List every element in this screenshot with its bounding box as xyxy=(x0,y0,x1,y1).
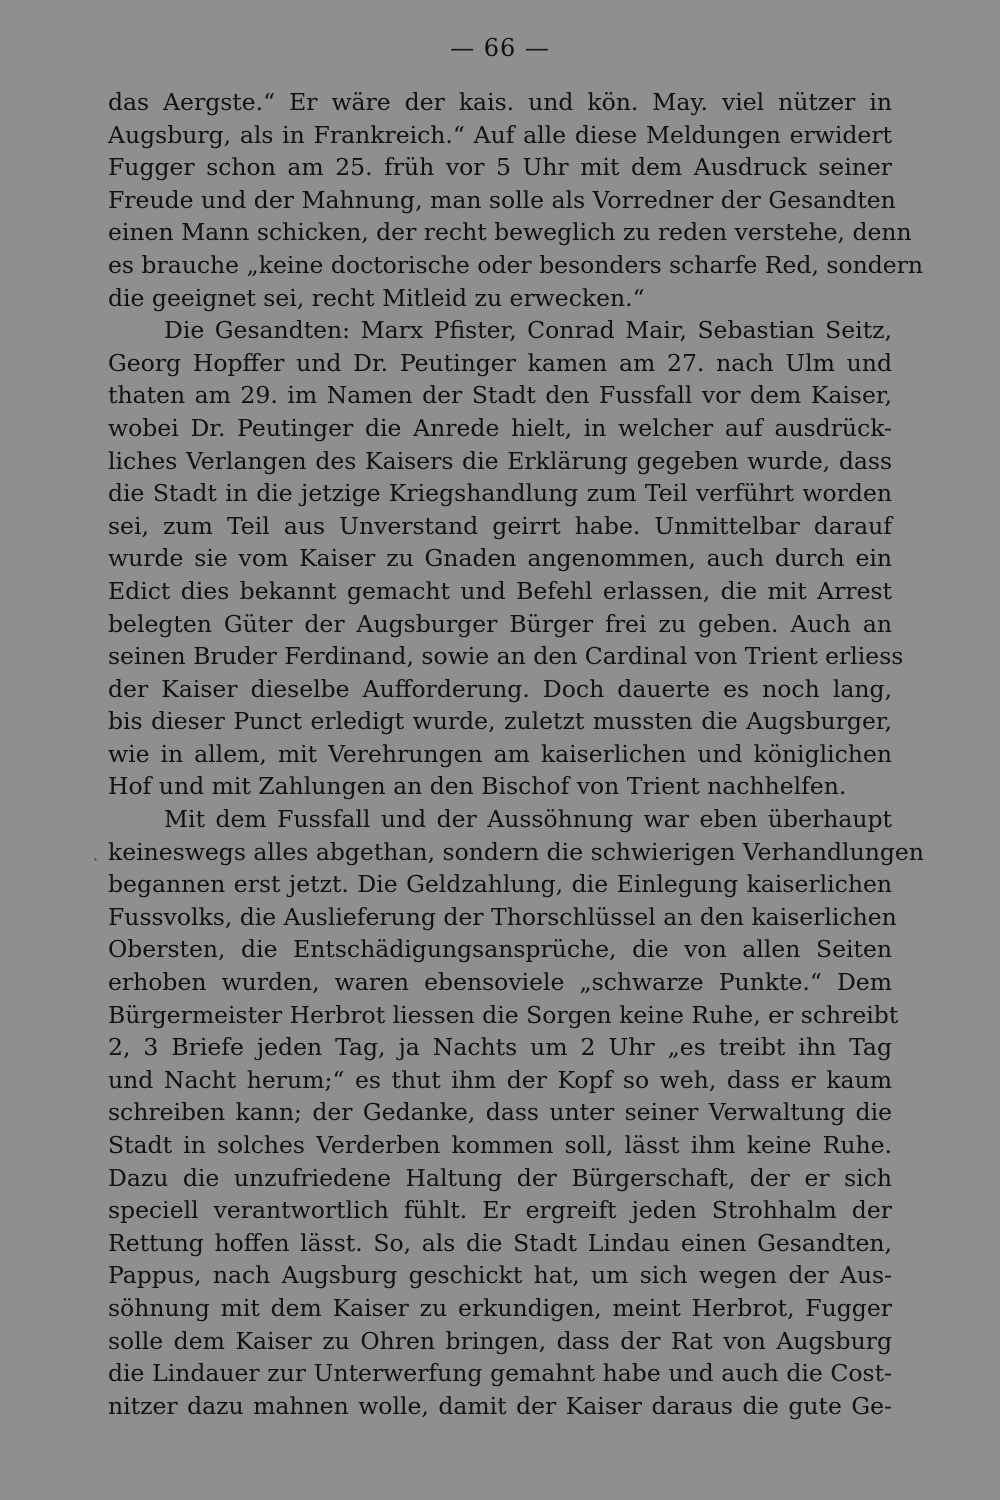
text-line: das Aergste.“ Er wäre der kais. und kön. May. viel nützer in xyxy=(108,88,892,116)
text-line: begannen erst jetzt. Die Geldzahlung, die Einlegung kaiserlichen xyxy=(108,870,892,899)
text-line: Georg Hopffer und Dr. Peutinger kamen am 27. nach Ulm und xyxy=(108,348,892,377)
text-line: Pappus, nach Augsburg geschickt hat, um sich wegen der Aus- xyxy=(108,1261,892,1290)
text-line: solle dem Kaiser zu Ohren bringen, dass der Rat von Augsburg xyxy=(108,1326,892,1355)
text-line: die Stadt in die jetzige Kriegshandlung zum Teil verführt worden xyxy=(108,479,892,508)
text-line: nitzer dazu mahnen wolle, damit der Kaiser daraus die gute Ge- xyxy=(108,1391,892,1420)
text-line: Hof und mit Zahlungen an den Bischof von Trient nachhelfen. xyxy=(108,772,847,801)
text-line: Augsburg, als in Frankreich.“ Auf alle diese Meldungen erwidert xyxy=(108,120,892,149)
text-line: Freude und der Mahnung, man solle als Vorredner der Gesandten xyxy=(108,185,896,214)
text-line: es brauche „keine doctorische oder besonders scharfe Red, sondern xyxy=(108,250,924,279)
text-line: einen Mann schicken, der recht beweglich zu reden verstehe, denn xyxy=(108,218,912,247)
text-line: wie in allem, mit Verehrungen am kaiserlichen und königlichen xyxy=(108,739,892,768)
text-line: sei, zum Teil aus Unverstand geirrt habe. Unmittelbar darauf xyxy=(108,511,892,540)
text-line: die geeignet sei, recht Mitleid zu erwecken.“ xyxy=(108,283,645,312)
text-line: Bürgermeister Herbrot liessen die Sorgen keine Ruhe, er schreibt xyxy=(108,1000,899,1029)
text-line: die Lindauer zur Unterwerfung gemahnt habe und auch die Cost- xyxy=(108,1359,892,1388)
text-line: söhnung mit dem Kaiser zu erkundigen, meint Herbrot, Fugger xyxy=(108,1293,892,1322)
text-line: bis dieser Punct erledigt wurde, zuletzt mussten die Augsburger, xyxy=(108,707,892,736)
margin-mark: ˛ xyxy=(92,846,99,862)
text-line: schreiben kann; der Gedanke, dass unter seiner Verwaltung die xyxy=(108,1098,892,1127)
page-number: — 66 — xyxy=(450,34,550,62)
text-line: wurde sie vom Kaiser zu Gnaden angenommen, auch durch ein xyxy=(108,544,892,573)
text-line: Fussvolks, die Auslieferung der Thorschlüssel an den kaiserlichen xyxy=(108,902,897,931)
text-line: liches Verlangen des Kaisers die Erklärung gegeben wurde, dass xyxy=(108,446,892,475)
text-line: Fugger schon am 25. früh vor 5 Uhr mit dem Ausdruck seiner xyxy=(108,153,892,182)
text-line: belegten Güter der Augsburger Bürger frei zu geben. Auch an xyxy=(108,609,892,638)
text-line: seinen Bruder Ferdinand, sowie an den Cardinal von Trient erliess xyxy=(108,642,904,671)
text-line: 2, 3 Briefe jeden Tag, ja Nachts um 2 Uhr „es treibt ihn Tag xyxy=(108,1033,892,1062)
text-line: der Kaiser dieselbe Aufforderung. Doch dauerte es noch lang, xyxy=(108,674,892,703)
text-line: keineswegs alles abgethan, sondern die schwierigen Verhandlungen xyxy=(108,837,924,866)
text-line: Obersten, die Entschädigungsansprüche, die von allen Seiten xyxy=(108,935,892,964)
text-line: und Nacht herum;“ es thut ihm der Kopf so weh, dass er kaum xyxy=(108,1065,892,1094)
text-line: Stadt in solches Verderben kommen soll, lässt ihm keine Ruhe. xyxy=(108,1131,892,1159)
text-line: Rettung hoffen lässt. So, als die Stadt Lindau einen Gesandten, xyxy=(108,1228,892,1257)
text-line: speciell verantwortlich fühlt. Er ergreift jeden Strohhalm der xyxy=(108,1196,892,1225)
text-line: thaten am 29. im Namen der Stadt den Fussfall vor dem Kaiser, xyxy=(108,381,892,410)
text-line: Dazu die unzufriedene Haltung der Bürgerschaft, der er sich xyxy=(108,1163,892,1192)
body-text xyxy=(108,86,924,1422)
text-line: wobei Dr. Peutinger die Anrede hielt, in welcher auf ausdrück- xyxy=(108,413,892,442)
text-line: Edict dies bekannt gemacht und Befehl erlassen, die mit Arrest xyxy=(108,576,892,605)
paragraph-start-line: Mit dem Fussfall und der Aussöhnung war eben überhaupt xyxy=(164,805,892,834)
paragraph-start-line: Die Gesandten: Marx Pfister, Conrad Mair, Sebastian Seitz, xyxy=(164,316,892,345)
text-line: erhoben wurden, waren ebensoviele „schwarze Punkte.“ Dem xyxy=(108,968,892,997)
